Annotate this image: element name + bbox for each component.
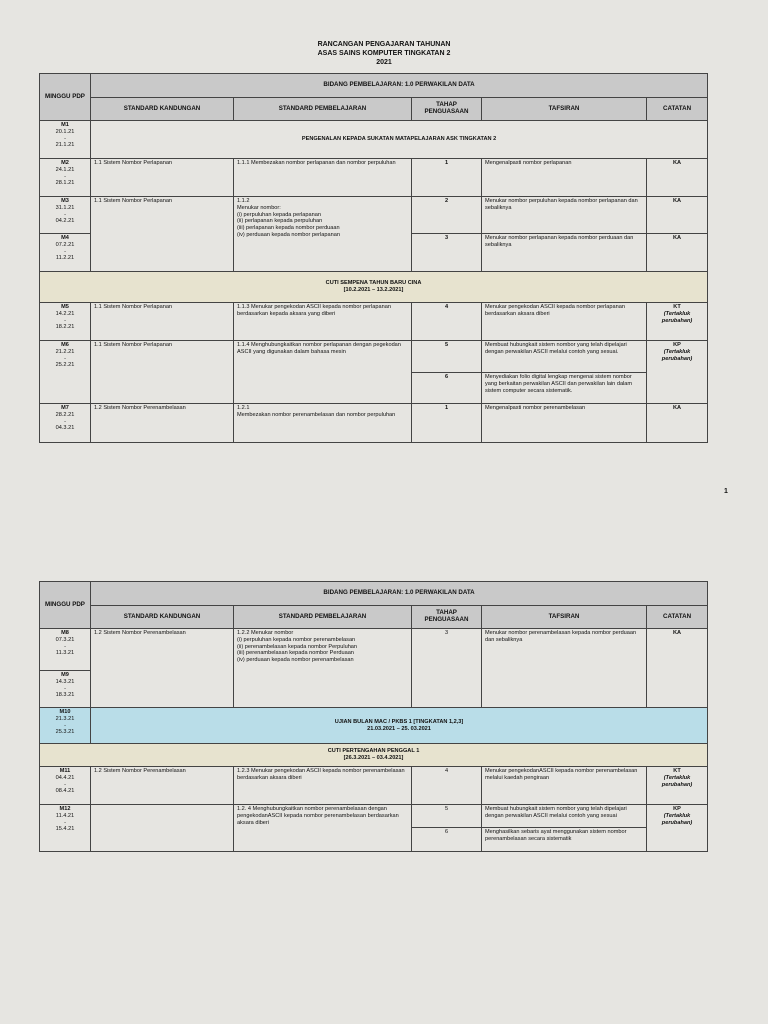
week-cell: M10 21.3.21 - 25.3.21 xyxy=(40,708,91,744)
bidang-header: BIDANG PEMBELAJARAN: 1.0 PERWAKILAN DATA xyxy=(91,74,708,98)
holiday-text: CUTI PERTENGAHAN PENGGAL 1 [26.3.2021 – 03.4.2021] xyxy=(40,744,708,767)
standard-pembelajaran: 1.2.1 Membezakan nombor perenambelasan dan nombor perpuluhan xyxy=(234,404,412,443)
col-minggu: MINGGU PDP xyxy=(40,582,91,629)
standard-kandungan xyxy=(91,805,234,852)
week-cell: M3 31.1.21 - 04.2.21 xyxy=(40,197,91,234)
catatan: KA xyxy=(647,197,708,234)
tafsiran: Membuat hubungkait sistem nombor yang telah dipelajari dengan perwakilan ASCII melalui contoh yang sesuai. xyxy=(482,341,647,373)
standard-kandungan: 1.1 Sistem Nombor Perlapanan xyxy=(91,341,234,404)
tahap-penguasaan: 3 xyxy=(412,234,482,272)
rpt-table-2 xyxy=(39,581,708,852)
tafsiran: Menukar pengekodanASCII kepada nombor perenambelasan melalui kaedah pengiraan xyxy=(482,767,647,805)
col-tahap-penguasaan: TAHAP PENGUASAAN xyxy=(412,606,482,629)
tahap-penguasaan: 1 xyxy=(412,404,482,443)
tahap-penguasaan: 5 xyxy=(412,805,482,828)
standard-pembelajaran: 1.1.1 Membezakan nombor perlapanan dan nombor perpuluhan xyxy=(234,159,412,197)
week-cell: M11 04.4.21 - 08.4.21 xyxy=(40,767,91,805)
col-tafsiran: TAFSIRAN xyxy=(482,98,647,121)
tahap-penguasaan: 6 xyxy=(412,373,482,404)
intro-row: PENGENALAN KEPADA SUKATAN MATAPELAJARAN ASK TINGKATAN 2 xyxy=(91,121,708,159)
rpt-table-1 xyxy=(39,73,708,443)
tafsiran: Menghasilkan sebaris ayat menggunakan sistem nombor perenambelasan secara sistematik xyxy=(482,828,647,852)
standard-kandungan: 1.2 Sistem Nombor Perenambelasan xyxy=(91,629,234,708)
col-catatan: CATATAN xyxy=(647,606,708,629)
tafsiran: Menukar nombor perenambelasan kepada nombor perduaan dan sebaliknya xyxy=(482,629,647,708)
table-row xyxy=(40,404,708,443)
tafsiran: Menukar nombor perlapanan kepada nombor perduaan dan sebaliknya xyxy=(482,234,647,272)
standard-kandungan: 1.1 Sistem Nombor Perlapanan xyxy=(91,197,234,272)
col-minggu: MINGGU PDP xyxy=(40,74,91,121)
tahap-penguasaan: 3 xyxy=(412,629,482,708)
table-row xyxy=(40,159,708,197)
col-standard-pembelajaran: STANDARD PEMBELAJARAN xyxy=(234,98,412,121)
tafsiran: Menukar nombor perpuluhan kepada nombor perlapanan dan sebaliknya xyxy=(482,197,647,234)
week-cell: M7 28.2.21 - 04.3.21 xyxy=(40,404,91,443)
tahap-penguasaan: 2 xyxy=(412,197,482,234)
standard-kandungan: 1.2 Sistem Nombor Perenambelasan xyxy=(91,404,234,443)
catatan: KA xyxy=(647,159,708,197)
col-catatan: CATATAN xyxy=(647,98,708,121)
col-standard-kandungan: STANDARD KANDUNGAN xyxy=(91,98,234,121)
table-row xyxy=(40,767,708,805)
holiday-row xyxy=(40,272,708,303)
tahap-penguasaan: 1 xyxy=(412,159,482,197)
tafsiran: Mengenalpasti nombor perlapanan xyxy=(482,159,647,197)
table-row xyxy=(40,197,708,234)
week-cell: M1 20.1.21 - 21.1.21 xyxy=(40,121,91,159)
week-cell: M6 21.2.21 - 25.2.21 xyxy=(40,341,91,404)
tahap-penguasaan: 4 xyxy=(412,767,482,805)
exam-row xyxy=(40,708,708,744)
catatan: KA xyxy=(647,404,708,443)
tafsiran: Mengenalpasti nombor perenambelasan xyxy=(482,404,647,443)
standard-pembelajaran: 1.1.2 Menukar nombor: (i) perpuluhan kepada perlapanan (ii) perlapanan kepada perpuluhan (iii) perlapanan kepada nombor perduaan (iv) perduaan kepada nombor perlapanan xyxy=(234,197,412,272)
tafsiran: Membuat hubungkait sistem nombor yang telah dipelajari dengan perwakilan ASCII melalui contoh yang sesuai xyxy=(482,805,647,828)
table-row xyxy=(40,341,708,373)
catatan: KA xyxy=(647,629,708,708)
standard-pembelajaran: 1.2.2 Menukar nombor (i) perpuluhan kepada nombor perenambelasan (ii) perenambelasan kepada nombor Perpuluhan (iii) perenambelasan kepada nombor Perduaan (iv) perduaan kepada nombor perenambelasan xyxy=(234,629,412,708)
col-tafsiran: TAFSIRAN xyxy=(482,606,647,629)
holiday-text: CUTI SEMPENA TAHUN BARU CINA [10.2.2021 – 13.2.2021] xyxy=(40,272,708,303)
table-row xyxy=(40,629,708,671)
page-number: 1 xyxy=(724,488,728,495)
col-standard-pembelajaran: STANDARD PEMBELAJARAN xyxy=(234,606,412,629)
table-row xyxy=(40,303,708,341)
tafsiran: Menyediakan folio digital lengkap mengenai sistem nombor yang berkaitan perwakilan ASCII dan perwakilan lain dalam sistem computer secara sistematik. xyxy=(482,373,647,404)
catatan: KA xyxy=(647,234,708,272)
week-cell: M8 07.3.21 - 11.3.21 xyxy=(40,629,91,671)
week-cell: M9 14.3.21 - 18.3.21 xyxy=(40,671,91,708)
standard-pembelajaran: 1.1.4 Menghubungkaitkan nombor perlapanan dengan pegekodan ASCII yang digunakan dalam bahasa mesin xyxy=(234,341,412,404)
standard-pembelajaran: 1.2.3 Menukar pengekodan ASCII kepada nombor perenambelasan berdasarkan aksara diberi xyxy=(234,767,412,805)
col-standard-kandungan: STANDARD KANDUNGAN xyxy=(91,606,234,629)
doc-title-line1: RANCANGAN PENGAJARAN TAHUNAN xyxy=(317,41,451,48)
col-tahap-penguasaan: TAHAP PENGUASAAN xyxy=(412,98,482,121)
tahap-penguasaan: 4 xyxy=(412,303,482,341)
catatan: KP (Tertakluk perubahan) xyxy=(647,805,708,852)
table-row xyxy=(40,805,708,828)
catatan: KP (Tertakluk perubahan) xyxy=(647,341,708,404)
standard-kandungan: 1.1 Sistem Nombor Perlapanan xyxy=(91,159,234,197)
doc-title-year: 2021 xyxy=(376,59,392,66)
exam-text: UJIAN BULAN MAC / PKBS 1 [TINGKATAN 1,2,3] 21.03.2021 – 25. 03.2021 xyxy=(91,708,708,744)
week-cell: M2 24.1.21 - 28.1.21 xyxy=(40,159,91,197)
catatan: KT (Tertakluk perubahan) xyxy=(647,767,708,805)
standard-kandungan: 1.1 Sistem Nombor Perlapanan xyxy=(91,303,234,341)
tafsiran: Menukar pengekodan ASCII kepada nombor perlapanan berdasarkan aksara diberi xyxy=(482,303,647,341)
week-cell: M5 14.2.21 - 18.2.21 xyxy=(40,303,91,341)
tahap-penguasaan: 6 xyxy=(412,828,482,852)
standard-pembelajaran: 1.2. 4 Menghubungkaitkan nombor perenambelasan dengan pengekodanASCII kepada nombor perenambelasan berdasarkan aksara diberi xyxy=(234,805,412,852)
doc-title-line2: ASAS SAINS KOMPUTER TINGKATAN 2 xyxy=(317,50,451,57)
week-cell: M12 11.4.21 - 15.4.21 xyxy=(40,805,91,852)
standard-pembelajaran: 1.1.3 Menukar pengekodan ASCII kepada nombor perlapanan berdasarkan kepada aksara yang diberi xyxy=(234,303,412,341)
tahap-penguasaan: 5 xyxy=(412,341,482,373)
bidang-header: BIDANG PEMBELAJARAN: 1.0 PERWAKILAN DATA xyxy=(91,582,708,606)
catatan: KT (Tertakluk perubahan) xyxy=(647,303,708,341)
table-row xyxy=(40,121,708,159)
week-cell: M4 07.2.21 - 11.2.21 xyxy=(40,234,91,272)
holiday-row xyxy=(40,744,708,767)
standard-kandungan: 1.2 Sistem Nombor Perenambelasan xyxy=(91,767,234,805)
